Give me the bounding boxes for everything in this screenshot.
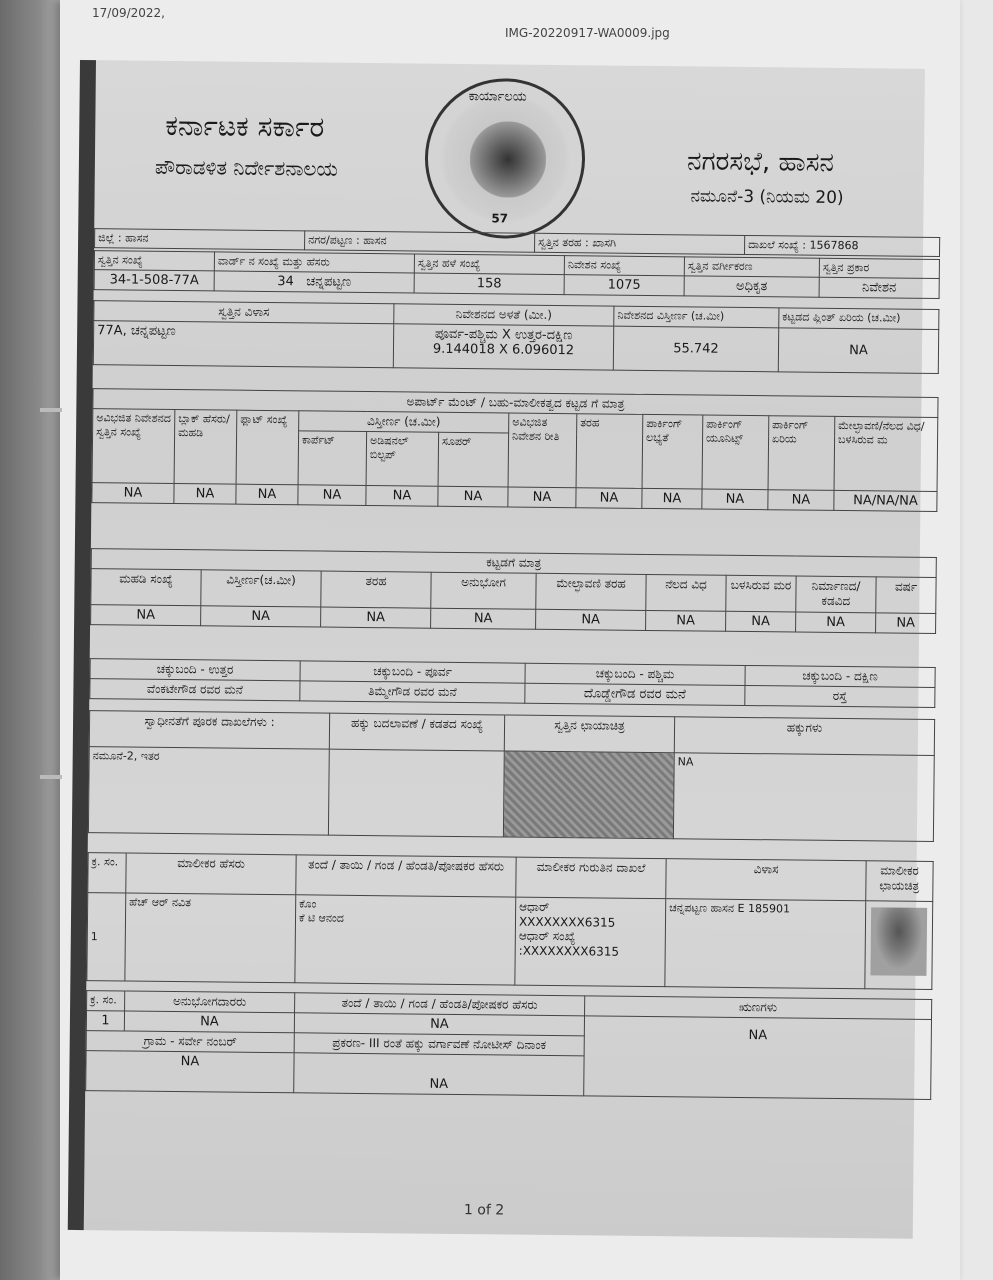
dims-label: ಪೂರ್ವ-ಪಶ್ಚಿಮ X ಉತ್ತರ-ದಕ್ಷಿಣ [434,326,573,344]
bldg-header: ವರ್ಷ [876,577,936,614]
apt-value: NA [92,483,174,504]
relation-prefix: ಕೊಂ [299,897,317,911]
binder-hole [40,408,62,412]
documents-table [88,710,935,842]
bound-label-north: ಚಕ್ಕುಬಂದಿ - ಉತ್ತರ [90,659,300,681]
dept-title: ಪೌರಾಡಳಿತ ನಿರ್ದೇಶನಾಲಯ [154,154,338,181]
docs-label: ಸ್ವಾಧೀನತೆಗೆ ಪೂರಕ ದಾಖಲೆಗಳು : [89,711,329,750]
bldg-header: ಅನುಭೋಗ [431,572,536,609]
survey-label: ಗ್ರಾಮ - ಸರ್ವೇ ನಂಬರ್ [86,1031,294,1053]
header-address: ಸ್ವತ್ತಿನ ವಿಳಾಸ [94,301,394,324]
apt-header: ಫ್ಲಾಟ್ ಸಂಖ್ಯೆ [236,410,299,485]
property-id-table [94,250,940,299]
apt-header: ಅವಿಭಜಿತ ನಿವೇಶನದ ಸ್ವತ್ತಿನ ಸಂಖ್ಯೆ [92,409,175,484]
district: ಜಿಲ್ಲೆ : ಹಾಸನ [95,229,305,250]
owner-header: ಮಾಲೀಕರ ಹೆಸರು [126,853,296,895]
id-line: ಆಧಾರ್ [519,899,550,914]
binder-hole [40,775,62,779]
photo-label: ಸ್ವತ್ತಿನ ಛಾಯಾಚಿತ್ರ [504,715,674,753]
apt-value: NA [438,486,508,507]
form-number: ನಮೂನೆ-3 (ನಿಯಮ 20) [690,186,844,209]
owner-name: ಹೆಚ್ ಆರ್ ನವಿತ [125,893,296,983]
prop-no: 34-1-508-77A [94,270,214,291]
dimensions [393,324,613,370]
bldg-value: NA [91,605,201,626]
apt-area-group: ವಿಸ್ತೀರ್ಣ (ಚ.ಮೀ) [299,411,509,433]
owner-header: ವಿಳಾಸ [666,859,866,901]
apt-value: NA [576,488,642,509]
file-name: IMG-20220917-WA0009.jpg [505,26,670,40]
apt-value: NA/NA/NA [834,490,937,511]
bound-east: ತಿಮ್ಮೇಗೌಡ ರವರ ಮನೆ [300,681,525,703]
apt-value: NA [768,490,834,511]
bldg-value: NA [796,612,876,633]
bldg-value: NA [536,609,646,630]
owner-photo [870,907,927,976]
property-type: ಸ್ವತ್ತಿನ ತರಹ : ಖಾಸಗಿ [535,233,745,254]
boundaries-table [89,658,935,708]
owner-photo-cell [865,901,933,990]
apt-value: NA [236,484,298,505]
bldg-header: ಮಹಡಿ ಸಂಖ್ಯೆ [91,569,201,606]
seal-number: 57 [491,211,509,226]
bound-label-west: ಚಕ್ಕುಬಂದಿ - ಪಶ್ಚಿಮ [525,663,745,685]
apt-header: ಮೇಲ್ಛಾವಣಿ/ನೆಲದ ವಿಧ/ಬಳಸಿರುವ ಮ [834,416,938,491]
apt-header: ಪಾರ್ಕಿಂಗ್ ಯೂನಿಟ್ಸ್ [702,415,769,490]
apt-header: ಸೂಪರ್ [438,432,509,487]
header-site-no: ನಿವೇಶನ ಸಂಖ್ಯೆ [564,256,684,276]
document-header [94,60,925,239]
bldg-header: ವಿಸ್ತೀರ್ಣ(ಚ.ಮೀ) [201,570,321,607]
survey-value: NA [86,1051,294,1093]
bldg-value: NA [876,613,936,634]
owner-header: ಮಾಲೀಕರ ಗುರುತಿನ ದಾಖಲೆ [516,857,666,899]
gov-title: ಕರ್ನಾಟಕ ಸರ್ಕಾರ [165,108,325,144]
page-number: 1 of 2 [463,1202,505,1219]
owner-header: ತಂದೆ / ತಾಯಿ / ಗಂಡ / ಹೆಂಡತಿ/ಪೋಷಕರ ಹೆಸರು [296,855,516,897]
apt-value: NA [508,487,576,508]
occ-header: ಋಣಗಳು [585,996,932,1020]
header-kind: ಸ್ವತ್ತಿನ ಪ್ರಕಾರ [819,258,939,278]
occ-parent: NA [294,1013,584,1036]
apt-value: NA [298,485,366,506]
bldg-value: NA [201,606,321,627]
bound-label-east: ಚಕ್ಕುಬಂದಿ - ಪೂರ್ವ [300,661,525,683]
bound-label-south: ಚಕ್ಕುಬಂದಿ - ದಕ್ಷಿಣ [745,665,935,687]
apt-value: NA [642,488,702,509]
old-no: 158 [414,273,564,295]
apartment-table [91,388,938,512]
notice-value: NA [294,1053,584,1096]
apt-header: ಪಾರ್ಕಿಂಗ್ ಏರಿಯ [768,416,835,491]
bldg-value: NA [726,611,796,632]
apt-header: ಅವಿಭಜಿತ ನಿವೇಶನ ರೀತಿ [508,413,577,488]
bldg-header: ತರಹ [321,571,431,608]
header-old-no: ಸ್ವತ್ತಿನ ಹಳೆ ಸಂಖ್ಯೆ [414,254,564,275]
dims-value: 9.144018 X 6.096012 [432,341,575,359]
property-dimension-table [93,300,940,374]
occ-name: NA [124,1011,294,1033]
apt-header: ತರಹ [576,414,643,489]
emblem-icon [470,121,547,198]
city: ನಗರ/ಪಟ್ಟಣ : ಹಾಸನ [305,231,535,252]
bldg-value: NA [321,607,431,628]
transfer-value [328,749,504,837]
apt-header: ಕಾರ್ಪೆಟ್ [298,431,367,486]
occ-header: ಅನುಭೋಗದಾರರು [125,991,295,1013]
seal-text: ಕಾರ್ಯಾಲಯ [468,89,527,105]
header-class: ಸ್ವತ್ತಿನ ವರ್ಗೀಕರಣ [684,257,819,277]
header-plinth: ಕಟ್ಟಡದ ಪ್ಲಿಂತ್ ಏರಿಯ (ಚ.ಮೀ) [779,308,939,330]
ward-name: ಚನ್ನಪಟ್ಟಣ [306,274,352,290]
id-line: :XXXXXXXX6315 [518,943,620,959]
occupant-table [85,990,932,1100]
apt-value: NA [174,484,236,505]
bound-south: ರಸ್ತೆ [745,685,935,707]
relation-name: ಕೆ ಟಿ ಆನಂದ [298,911,345,925]
apt-header: ಬ್ಲಾಕ್ ಹೆಸರು/ ಮಹಡಿ [174,410,237,485]
owner-header: ಕ್ರ. ಸಂ. [88,853,126,893]
site-no: 1075 [564,275,684,296]
plinth: NA [778,328,938,374]
print-header [0,0,993,40]
property-photo [503,751,674,839]
building-section-title: ಕಟ್ಟಡಗೆ ಮಾತ್ರ [91,549,936,578]
apt-header: ಅಡಿಷನಲ್ ಬಿಲ್ಟಪ್ [366,432,439,487]
docs-value: ನಮೂನೆ-2, ಇತರ [88,747,329,836]
header-dims: ನಿವೇಶನದ ಅಳತೆ (ಮೀ.) [394,304,614,326]
occ-header: ಕ್ರ. ಸಂ. [87,991,125,1011]
area: 55.742 [613,326,778,372]
apartment-section-title: ಅಪಾರ್ಟ್ ಮೆಂಟ್ / ಬಹು-ಮಾಲೀಕತ್ವದ ಕಟ್ಟಡ ಗೆ ಮಾತ್ರ [93,389,938,418]
rights-label: ಹಕ್ಕುಗಳು [674,717,934,756]
transfer-label: ಹಕ್ಕು ಬದಲಾವಣೆ / ಕಡತದ ಸಂಖ್ಯೆ [329,713,504,751]
entry-number: ದಾಖಲೆ ಸಂಖ್ಯೆ : 1567868 [745,235,940,256]
header-area: ನಿವೇಶನದ ವಿಸ್ತೀರ್ಣ (ಚ.ಮೀ) [614,306,779,328]
ward-no: 34 [277,274,294,290]
official-seal [424,78,586,240]
council-title: ನಗರಸಭೆ, ಹಾಸನ [686,146,835,178]
class: ಅಧಿಕೃತ [684,276,819,297]
bldg-value: NA [431,608,536,629]
occ-sl: 1 [86,1011,124,1031]
bldg-header: ನಿರ್ಮಾಣದ/ ಕಡವಿದ [796,576,876,613]
apt-header: ಪಾರ್ಕಿಂಗ್ ಲಭ್ಯತೆ [642,414,703,489]
apt-value: NA [702,489,768,510]
address: 77A, ಚನ್ನಪಟ್ಟಣ [93,321,393,368]
apt-value: NA [366,486,438,507]
debt-value: NA [584,1016,932,1100]
rights-value: NA [673,753,934,842]
property-document [68,60,925,1239]
print-date: 17/09/2022, [92,6,165,20]
bldg-header: ನೆಲದ ವಿಧ [646,574,726,611]
occ-header: ತಂದೆ / ತಾಯಿ / ಗಂಡ / ಹೆಂಡತಿ/ಪೋಷಕರ ಹೆಸರು [295,993,585,1016]
owner-header: ಮಾಲೀಕರ ಛಾಯಚಿತ್ರ [866,861,933,902]
notice-label: ಪ್ರಕರಣ- III ರಂತೆ ಹಕ್ಕು ವರ್ಗಾವಣೆ ನೋಟೀಸ್ ದಿನಾಂಕ [294,1033,584,1056]
id-line: ಆಧಾರ್ ಸಂಖ್ಯೆ [518,928,576,944]
bldg-header: ಬಳಸಿರುವ ಮರ [726,575,796,612]
bldg-value: NA [646,610,726,631]
ward [214,271,414,293]
bound-north: ವೆಂಕಟೇಗೌಡ ರವರ ಮನೆ [90,679,300,701]
owner-sl: 1 [87,893,126,981]
owner-id [515,897,666,987]
owner-relation [295,895,516,985]
owner-table [86,852,933,990]
header-ward: ವಾರ್ಡ್ ನ ಸಂಖ್ಯೆ ಮತ್ತು ಹೆಸರು [214,252,414,273]
kind: ನಿವೇಶನ [819,277,939,298]
bound-west: ದೊಡ್ಡೇಗೌಡ ರವರ ಮನೆ [525,683,745,705]
owner-address: ಚನ್ನಪಟ್ಟಣ ಹಾಸನ E 185901 [665,899,866,989]
id-line: XXXXXXXX6315 [518,914,616,930]
header-prop-no: ಸ್ವತ್ತಿನ ಸಂಖ್ಯೆ [94,251,214,271]
building-table [90,548,937,634]
bldg-header: ಮೇಲ್ಛಾವಣಿ ತರಹ [536,573,646,610]
